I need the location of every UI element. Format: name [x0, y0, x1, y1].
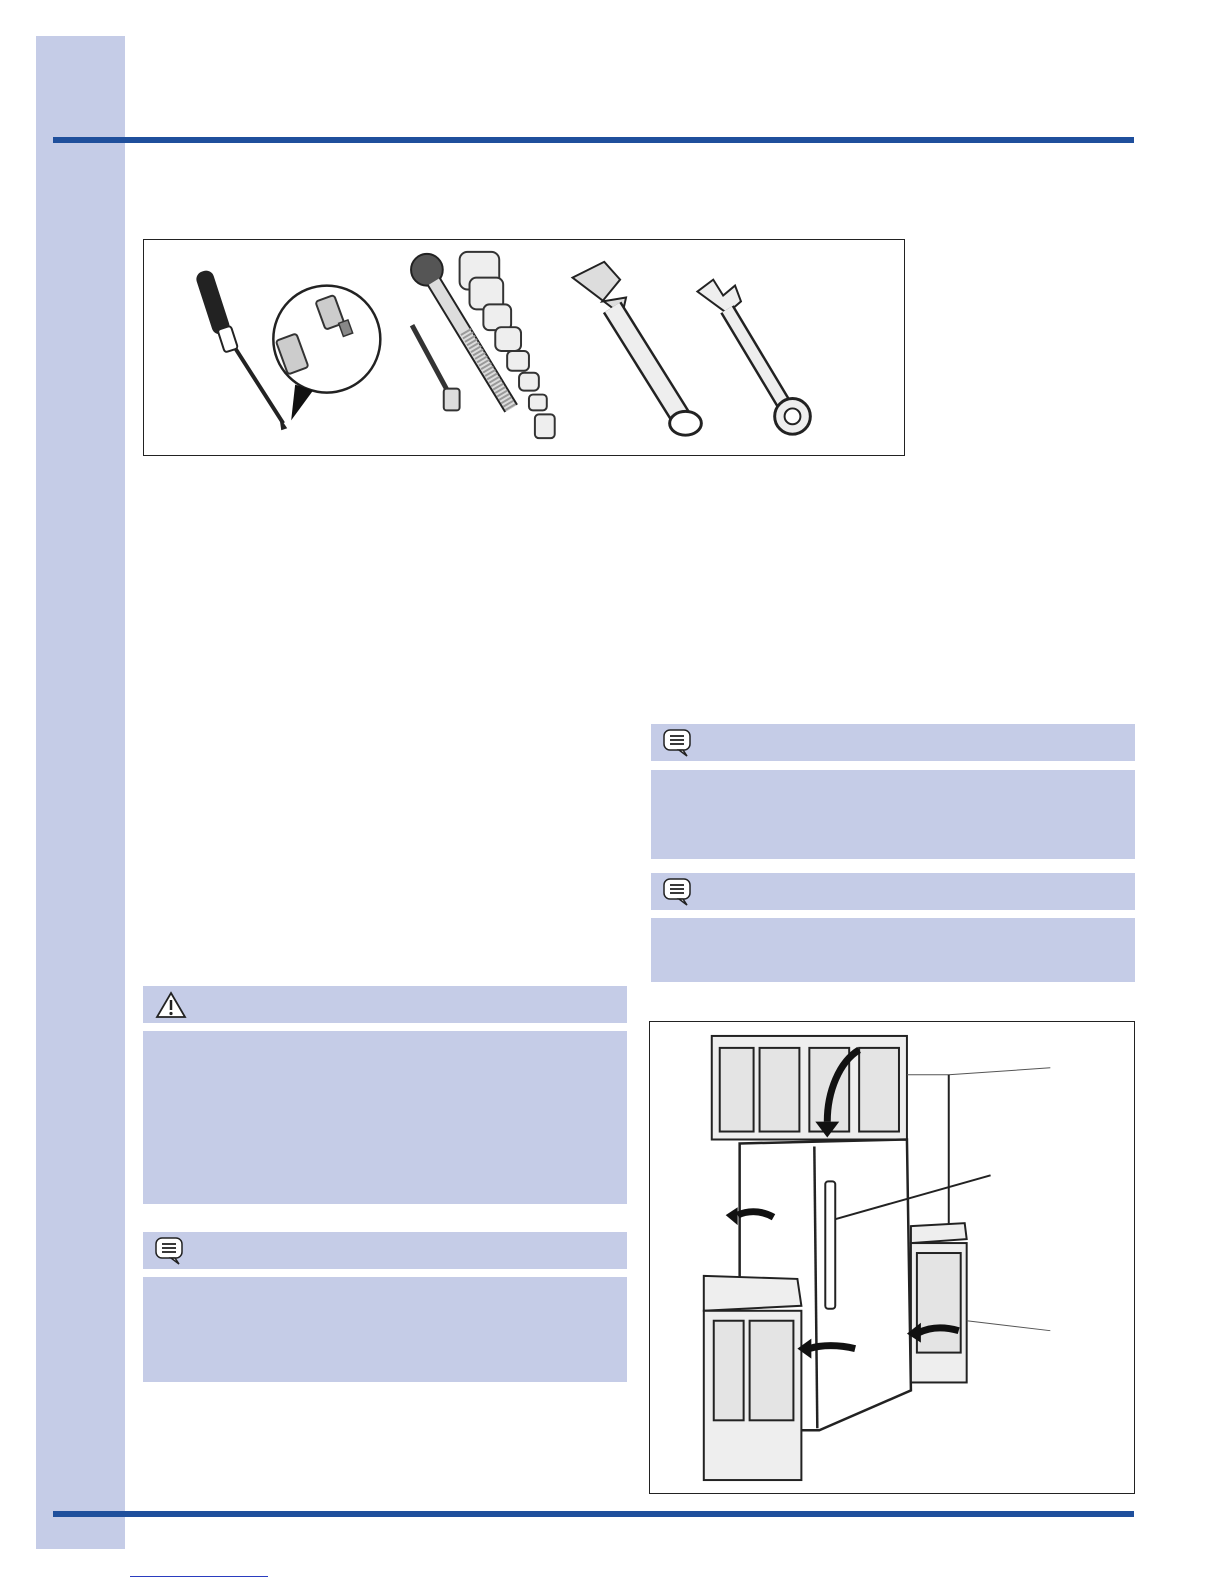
note-panel [651, 918, 1135, 982]
warning-triangle-icon [155, 991, 187, 1019]
note-panel [143, 1277, 627, 1382]
side-color-strip [36, 36, 125, 1549]
warning-header-bar [143, 986, 627, 1023]
installation-figure [649, 1021, 1135, 1494]
header-rule [53, 137, 1134, 143]
warning-panel [143, 1031, 627, 1204]
combination-wrench-icon [697, 280, 810, 435]
note-icon [155, 1237, 185, 1265]
socket-set-icon [411, 252, 555, 438]
adjustable-wrench-icon [573, 262, 702, 435]
installation-illustration [650, 1022, 1134, 1493]
door-handle [825, 1181, 835, 1308]
note-header-bar [651, 873, 1135, 910]
note-header-bar [143, 1232, 627, 1269]
upper-cabinets [712, 1036, 907, 1140]
note-panel [651, 770, 1135, 859]
note-icon [663, 729, 693, 757]
bit-set-icon [273, 286, 380, 421]
tools-figure [143, 239, 905, 456]
note-icon [663, 878, 693, 906]
tools-illustration [144, 240, 904, 455]
footer-link-underline [130, 1576, 268, 1577]
note-header-bar [651, 724, 1135, 761]
footer-rule [53, 1511, 1134, 1517]
